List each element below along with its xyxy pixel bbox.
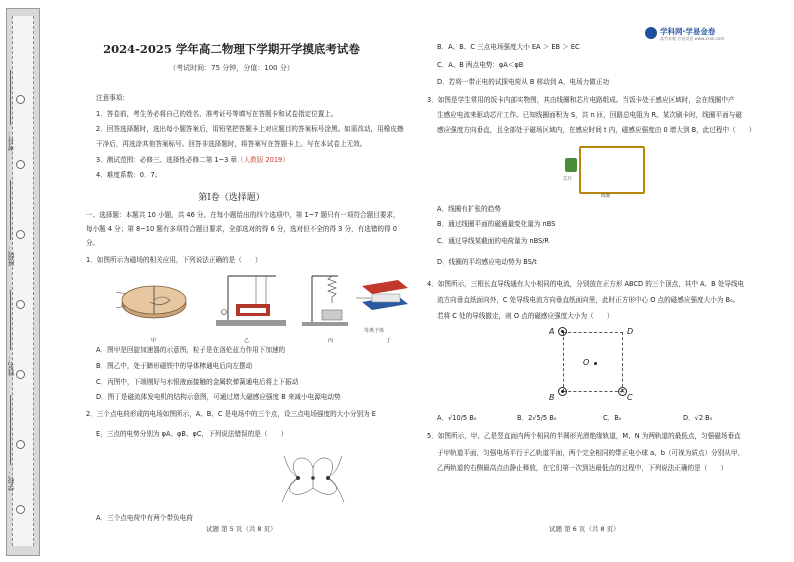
punch-hole [16, 440, 25, 449]
wire-b-out [558, 387, 567, 396]
point-a: A [549, 327, 555, 336]
exam-title: 2024-2025 学年高二物理下学期开学摸底考试卷 [103, 42, 360, 56]
horseshoe-magnet-diagram [216, 276, 286, 326]
footer-left: 试题 第 5 页（共 8 页） [206, 525, 277, 533]
q5-stem-3: 乙两轨道的右侧最高点由静止释放，在它们第一次到达最低点的过程中，下列说法正确的是（ ） [437, 464, 728, 472]
point-b: B [549, 393, 555, 402]
wire-c-in: × [619, 387, 626, 395]
q1-plasma-label: 等离子体 [364, 328, 385, 334]
q2-field-figure [278, 448, 348, 506]
punch-hole [16, 230, 25, 239]
q2-stem-1: 2．三个点电荷形成的电场如图所示，A、B、C 是电场中的三个点，设三点电场强度的大小分别为 E [86, 410, 376, 418]
q4-option-c: C．B₀ [603, 414, 622, 422]
cyclotron-diagram [116, 286, 186, 318]
page-right [417, 0, 794, 562]
note-3-text: 3．测试范围：必修三、选择性必修二第 1~3 章 [96, 156, 237, 164]
school-label: 学校： [7, 470, 15, 491]
q4-stem-1: 4．如图所示，三根长直导线通有大小相同的电流，分别放在正方形 ABCD 的三个顶点，其中 A、B 处导线电 [427, 280, 745, 288]
class-label: 班级： [7, 245, 15, 266]
q4-stem-2: 流方向垂直纸面向外，C 处导线电流方向垂直纸面向里，此时正方形中心 O 点的磁感应强度大小为 B₀。 [437, 296, 740, 304]
brand-logo-text: 学科网·学易金卷 [660, 27, 716, 36]
punch-hole [16, 370, 25, 379]
q1-option-c: C．丙图中，下端刚好与水银液面接触的金属软弹簧通电后将上下振动 [96, 378, 299, 386]
square-abcd [563, 332, 623, 392]
q1-stem: 1．如图所示为磁场的相关应用，下列说法正确的是（ ） [86, 256, 262, 264]
page-left [46, 0, 417, 562]
q2-option-b: B．A、B、C 三点电场强度大小 EA ＞ EB ＞ EC [437, 43, 580, 51]
q2-stem-2: E，三点的电势分别为 φA、φB、φC，下列说法错误的是（ ） [96, 430, 288, 438]
q3-stem-2: 生感应电流来驱动芯片工作。已知线圈面积为 S，共 n 匝，回路总电阻为 R。某次刷卡时，线圈平面与磁 [437, 111, 742, 119]
q3-stem-1: 3．如图是学生常用的饭卡内部实物图，其由线圈和芯片电路组成。当饭卡处于感应区域时，会在线圈中产 [427, 96, 735, 104]
note-1: 1．答卷前，考生务必将自己的姓名、准考证号等填写在答题卡和试卷指定位置上。 [96, 110, 338, 118]
q3-option-c: C．通过导线某截面的电荷量为 nBS/R [437, 237, 549, 245]
q2-option-d: D．若将一带正电的试探电荷从 B 移动到 A，电场力做正功 [437, 78, 610, 86]
section-title: 第Ⅰ卷（选择题） [198, 193, 265, 203]
coil-label: 线圈 [601, 194, 610, 199]
q3-option-b: B．通过线圈平面的磁通量变化量为 nBS [437, 220, 556, 228]
q2-option-a: A．三个点电荷中有两个带负电荷 [96, 514, 193, 522]
section-intro-2: 每小题 4 分；第 8~10 题有多项符合题目要求，全部选对的得 6 分，选对但不全的得 3 分，有选错的得 0 [86, 225, 397, 233]
q2-option-c: C．A、B 两点电势：φA＜φB [437, 61, 524, 69]
chip-label: 芯片 [563, 177, 572, 182]
q1-option-b: B．图乙中，处于蹄形磁铁中的导体棒通电后向左摆动 [96, 362, 253, 370]
id-blank [10, 70, 11, 125]
center-dot [594, 362, 597, 365]
punch-hole [16, 160, 25, 169]
notes-title: 注意事项： [96, 94, 129, 102]
q1-option-d: D．图丁是磁流体发电机的结构示意图，可通过增大磁感应强度 B 来减小电源电动势 [96, 393, 341, 401]
spring-mercury-diagram [302, 276, 348, 326]
note-2: 2．回答选择题时，选出每小题答案后，用铅笔把答题卡上对应题目的答案标号涂黑。如需改动，用橡皮擦 [96, 125, 404, 133]
q4-option-d: D．√2 B₀ [683, 414, 713, 422]
punch-hole [16, 95, 25, 104]
point-o: O [583, 358, 590, 367]
q1-fig-label-1: 甲 [151, 338, 157, 344]
q3-option-a: A．线圈有扩张的趋势 [437, 205, 501, 213]
q1-fig-label-4: 丁 [386, 338, 392, 344]
note-2-cont: 干净后，再选涂其他答案标号。回答非选择题时，将答案写在答题卡上。写在本试卷上无效。 [96, 140, 367, 148]
note-4: 4．难度系数：0．7。 [96, 171, 162, 179]
name-blank [10, 290, 11, 350]
q1-fig-label-3: 丙 [328, 338, 334, 344]
brand-logo-sub: 高考真题 名校试卷 www.zxxk.com [660, 36, 725, 41]
q4-stem-3: 若将 C 处的导线撤走，则 O 点的磁感应强度大小为（ ） [437, 312, 614, 320]
q1-option-a: A．图甲是回旋加速器的示意图，粒子是在洛伦兹力作用下加速的 [96, 346, 286, 354]
punch-hole [16, 300, 25, 309]
q3-stem-3: 感应强度方向垂直，且全部处于磁场区域内，在感应时间 t 内，磁感应强度由 0 增大到 B，此过程中（ ） [437, 126, 756, 134]
id-label: 考号： [7, 130, 15, 151]
point-d: D [627, 327, 634, 336]
chip-icon [565, 158, 577, 172]
card-coil-figure [579, 146, 645, 194]
q1-fig-label-2: 乙 [244, 338, 250, 344]
q5-stem-1: 5．如图所示，甲、乙是竖直面内两个相同的半圆形光滑绝缘轨道，M、N 为两轨道的最低点，匀强磁场垂直 [427, 432, 741, 440]
q5-stem-2: 于甲轨道平面，匀强电场平行于乙轨道平面，两个完全相同的带正电小球 a、b（可视为质点）分别从甲、 [437, 449, 745, 457]
q3-option-d: D．线圈的平均感应电动势为 BS/t [437, 258, 537, 266]
brand-logo-icon [645, 27, 657, 39]
note-3 [96, 156, 289, 165]
punch-hole [16, 505, 25, 514]
mhd-generator-diagram [356, 280, 408, 310]
q4-option-b: B．2√5/5 B₀ [517, 414, 557, 422]
note-3-edition: （人教版 2019） [237, 156, 289, 164]
footer-right: 试题 第 6 页（共 8 页） [549, 525, 620, 533]
point-c: C [627, 393, 633, 402]
name-label: 姓名： [7, 355, 15, 376]
binding-margin [0, 0, 46, 562]
exam-meta: （考试时间：75 分钟，分值：100 分） [169, 64, 294, 72]
class-blank [10, 180, 11, 240]
section-intro-1: 一、选择题：本题共 10 小题，共 46 分。在每小题给出的四个选项中，第 1~7 题只有一项符合题目要求， [86, 211, 400, 219]
section-intro-3: 分。 [86, 239, 100, 247]
school-blank [10, 395, 11, 465]
wire-a-out [558, 327, 567, 336]
q4-option-a: A．√10/5 B₀ [437, 414, 477, 422]
